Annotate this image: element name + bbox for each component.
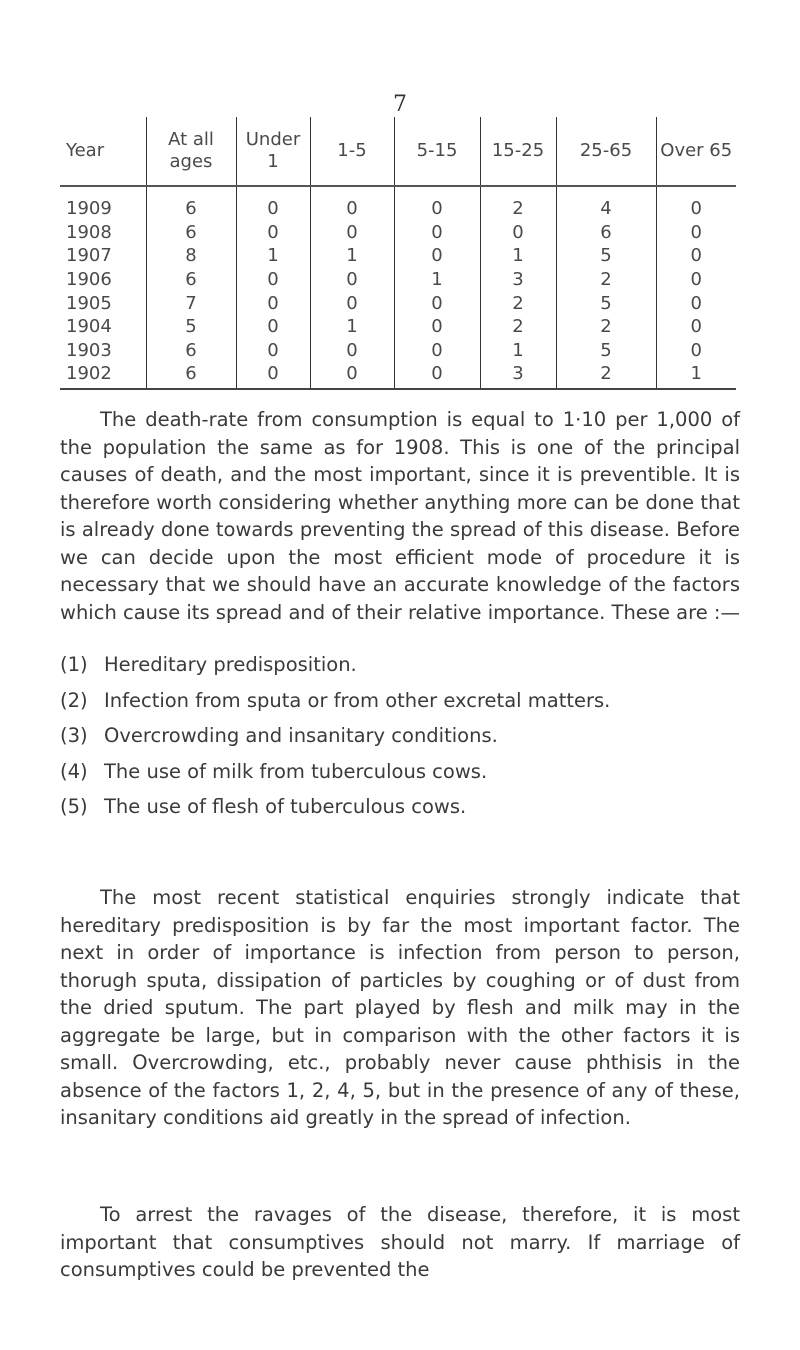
table-cell: 6: [146, 339, 236, 363]
column-header: Year: [60, 117, 146, 186]
table-cell: 0: [690, 221, 702, 243]
table-cell: 0: [310, 291, 394, 315]
table-cell: 5: [146, 315, 236, 339]
table-cell: 2: [480, 186, 556, 221]
column-header: 1-5: [310, 117, 394, 186]
table-row: [60, 186, 736, 221]
table-cell: 1: [310, 244, 394, 268]
list-number: (5): [60, 795, 88, 818]
table-cell: 6: [146, 362, 236, 389]
list-number: (2): [60, 688, 88, 712]
table-cell: 0: [310, 362, 394, 389]
table-cell: 0: [394, 244, 480, 268]
table-cell: 1: [394, 268, 480, 292]
table-row: [60, 221, 736, 245]
table-cell: 1903: [60, 339, 146, 363]
table-row: [60, 291, 736, 315]
table-cell: 0: [394, 362, 480, 389]
table-cell: 0: [690, 198, 702, 220]
list-item: [60, 722, 740, 750]
table-cell: 2: [556, 315, 656, 339]
table-cell: 5: [556, 291, 656, 315]
column-header: 15-25: [480, 117, 556, 186]
table-cell: 1905: [60, 291, 146, 315]
list-number: (1): [60, 653, 88, 676]
table-cell: 5: [556, 244, 656, 268]
column-header: Over 65: [656, 117, 736, 186]
table-cell: 3: [480, 268, 556, 292]
table-cell: 8: [146, 244, 236, 268]
table-cell: 6: [146, 268, 236, 292]
list-item: [60, 793, 740, 821]
table-cell: 2: [480, 315, 556, 339]
list-item: [60, 758, 740, 786]
table-cell: 7: [146, 291, 236, 315]
table-row: [60, 362, 736, 389]
table-cell: 2: [556, 268, 656, 292]
table-cell: 0: [236, 339, 310, 363]
table-cell: 3: [480, 362, 556, 389]
column-header: Under 1: [236, 117, 310, 186]
table-cell: 0: [236, 291, 310, 315]
column-header: 5-15: [394, 117, 480, 186]
table-cell: 6: [146, 186, 236, 221]
list-item: [60, 687, 740, 715]
table-cell: 0: [236, 186, 310, 221]
table-cell: 0: [310, 268, 394, 292]
table-cell: 0: [690, 269, 702, 291]
table-cell: 0: [690, 245, 702, 267]
table-cell: 1: [480, 339, 556, 363]
list-text: Infection from sputa or from other excretal matters.: [104, 688, 611, 712]
table-cell: 0: [236, 221, 310, 245]
list-text: Overcrowding and insanitary conditions.: [104, 724, 498, 747]
column-header: At all ages: [146, 117, 236, 186]
table-cell: 0: [236, 268, 310, 292]
table-cell: 0: [394, 186, 480, 221]
paragraph-statistics: The most recent statistical enquiries strongly indicate that hereditary predisposition is by far the most important factor. The next in order of importance is infection from person to person, thorugh sputa, dissipation of particles by coughing or of dust from the dried sputum. The part played by flesh and milk may in the aggregate be large, but in comparison with the other factors it is small. Overcrowding, etc., probably never cause phthisis in the absence of the factors 1, 2, 4, 5, but in the presence of any of these, insanitary conditions aid greatly in the spread of infection.: [60, 886, 740, 1129]
table-cell: 0: [394, 291, 480, 315]
table-cell: 1: [480, 244, 556, 268]
list-item: [60, 651, 740, 679]
page-number: 7: [393, 92, 407, 117]
table-cell: 1: [690, 363, 702, 385]
table-cell: 0: [480, 221, 556, 245]
table-cell: 1907: [60, 244, 146, 268]
table-cell: 4: [556, 186, 656, 221]
table-cell: 1908: [60, 221, 146, 245]
table-cell: 0: [394, 339, 480, 363]
list-text: Hereditary predisposition.: [104, 653, 357, 676]
table-cell: 0: [690, 339, 702, 361]
table-cell: 2: [556, 362, 656, 389]
table-cell: 0: [690, 292, 702, 314]
table-cell: 0: [310, 339, 394, 363]
table-cell: 1909: [60, 186, 146, 221]
table-cell: 1: [236, 244, 310, 268]
list-text: The use of flesh of tuberculous cows.: [104, 795, 467, 818]
table-cell: 0: [310, 221, 394, 245]
table-row: [60, 244, 736, 268]
list-number: (4): [60, 759, 88, 783]
factors-list: [60, 651, 740, 829]
paragraph-death-rate: The death-rate from consumption is equal to 1·10 per 1,000 of the population the same as for 1908. This is one of the principal causes of death, and the most important, since it is preventible. It is therefore worth considering whether anything more can be done that is already done towards preventing the spread of this disease. Before we can decide upon the most efficient mode of procedure it is necessary that we should have an accurate knowledge of the factors which cause its spread and of their relative importance. These are :—: [60, 408, 740, 624]
table-cell: 1902: [60, 362, 146, 389]
mortality-table: [60, 117, 736, 390]
table-row: [60, 268, 736, 292]
table-header-row: [60, 117, 736, 186]
list-number: (3): [60, 724, 88, 747]
table-cell: 0: [236, 362, 310, 389]
table-cell: 5: [556, 339, 656, 363]
paragraph-marriage: To arrest the ravages of the disease, therefore, it is most important that consumptives should not marry. If marriage of consumptives could be prevented the: [60, 1203, 740, 1281]
table-cell: 0: [236, 315, 310, 339]
table-cell: 0: [690, 316, 702, 338]
table-cell: 0: [394, 221, 480, 245]
table-row: [60, 315, 736, 339]
table-cell: 0: [310, 186, 394, 221]
table-cell: 2: [480, 291, 556, 315]
table-cell: 1904: [60, 315, 146, 339]
table-cell: 1: [310, 315, 394, 339]
table-cell: 0: [394, 315, 480, 339]
table-cell: 6: [146, 221, 236, 245]
table-cell: 1906: [60, 268, 146, 292]
table-row: [60, 339, 736, 363]
list-text: The use of milk from tuberculous cows.: [104, 759, 488, 783]
column-header: 25-65: [556, 117, 656, 186]
table-cell: 6: [556, 221, 656, 245]
